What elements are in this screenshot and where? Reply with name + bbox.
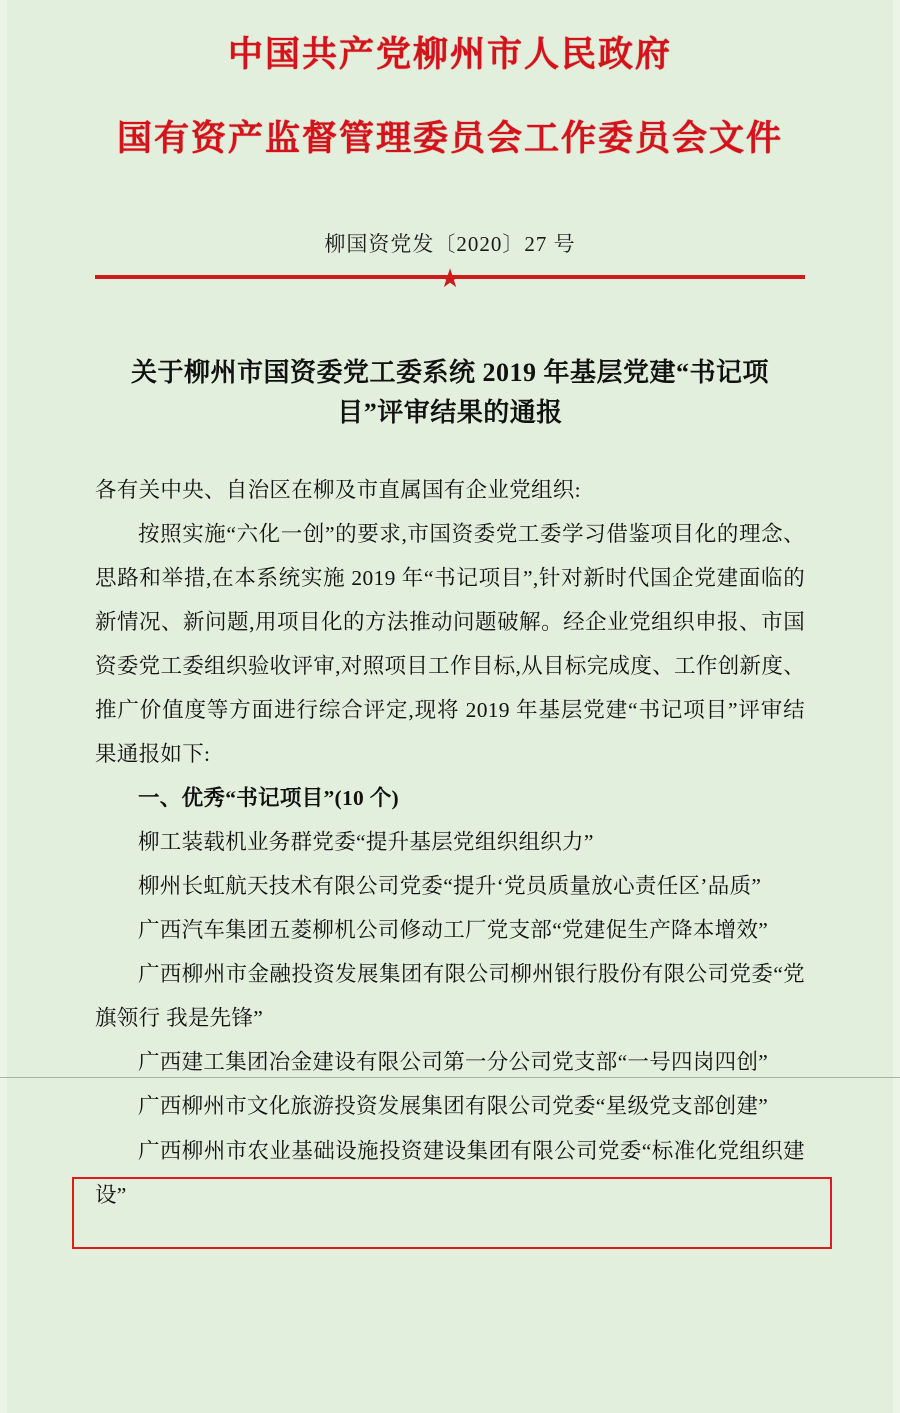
document-body xyxy=(95,468,805,1217)
red-separator-rule xyxy=(95,264,805,293)
page-fold-line xyxy=(0,1077,900,1078)
list-item: 柳工装载机业务群党委“提升基层党组织组织力” xyxy=(138,830,594,855)
document-masthead xyxy=(95,0,805,160)
list-item: 柳州长虹航天技术有限公司党委“提升‘党员质量放心责任区’品质” xyxy=(138,874,762,899)
masthead-line-2: 国有资产监督管理委员会工作委员会文件 xyxy=(116,119,783,158)
page-left-edge xyxy=(0,0,7,1413)
section-heading-1: 一、优秀“书记项目”(10 个) xyxy=(138,786,399,811)
page-right-edge xyxy=(893,0,900,1413)
document-number: 柳国资党发〔2020〕27 号 xyxy=(324,232,576,256)
masthead-line-1: 中国共产党柳州市人民政府 xyxy=(227,35,672,74)
list-item: 广西柳州市金融投资发展集团有限公司柳州银行股份有限公司党委“党旗领行 我是先锋” xyxy=(95,962,805,1031)
red-star-icon: ★ xyxy=(438,264,462,293)
list-item: 广西汽车集团五菱柳机公司修动工厂党支部“党建促生产降本增效” xyxy=(138,918,769,943)
list-item: 广西柳州市农业基础设施投资建设集团有限公司党委“标准化党组织建设” xyxy=(95,1138,805,1207)
page-title: 关于柳州市国资委党工委系统 2019 年基层党建“书记项目”评审结果的通报 xyxy=(130,358,769,428)
list-item: 广西柳州市文化旅游投资发展集团有限公司党委“星级党支部创建” xyxy=(138,1094,769,1119)
paragraph-1: 按照实施“六化一创”的要求,市国资委党工委学习借鉴项目化的理念、思路和举措,在本系统实施 2019 年“书记项目”,针对新时代国企党建面临的新情况、新问题,用项目化的方法推动问题破解。经企业党组织申报、市国资委党工委组织验收评审,对照项目工作目标,从目标完成度、工作创新度、推广价值度等方面进行综合评定,现将 2019 年基层党建“书记项目”评审结果通报如下: xyxy=(95,521,805,766)
salutation: 各有关中央、自治区在柳及市直属国有企业党组织: xyxy=(95,477,581,502)
list-item: 广西建工集团冶金建设有限公司第一分公司党支部“一号四岗四创” xyxy=(138,1050,769,1075)
